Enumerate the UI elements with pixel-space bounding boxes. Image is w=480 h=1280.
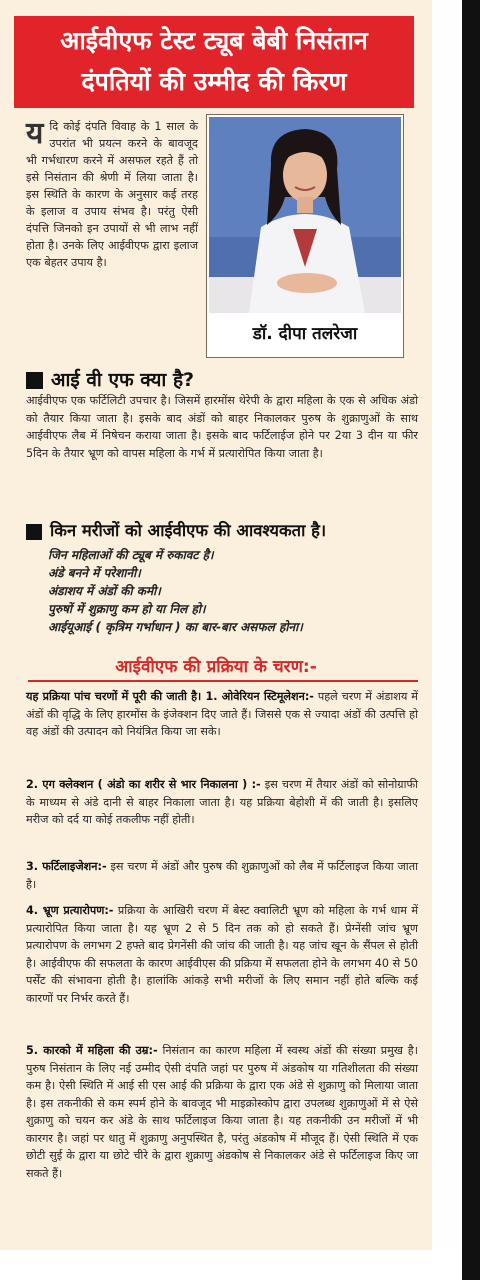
process-step-3 — [26, 858, 418, 893]
step-text: इस चरण में अंडों और पुरुष की शुक्राणुओं को लैब में फर्टिलाइज किया जाता है। — [26, 860, 418, 891]
heading-square-bullet — [26, 524, 42, 540]
doctor-photo — [209, 117, 401, 313]
step-label: 4. भ्रूण प्रत्यारोपण:- — [26, 904, 114, 917]
doctor-photo-frame — [206, 114, 404, 358]
section-heading-who-needs-ivf — [26, 518, 326, 541]
heading-square-bullet — [26, 372, 43, 389]
step-label: 2. एग क्लेक्शन ( अंडो का शरीर से भार निकालना ) :- — [26, 778, 261, 791]
section-heading-text: आई वी एफ क्या है? — [51, 369, 195, 391]
process-title: आईवीएफ की प्रक्रिया के चरण:- — [115, 657, 317, 677]
intro-paragraph — [26, 118, 198, 271]
step-text: निसंतान का कारण महिला में स्वस्थ अंडों की संख्या प्रमुख है। पुरुष निसंतान के लिए नई उम्मीद ऐसी दंपति जहां पर पुरुष में अंडकोष या गतिशीलता की संख्या कम है। ऐसी स्थिति में आई सी एस आई की प्रक्रिया के द्वारा एक अंडे से शुक्राणु को मिलाया जाता है। इस तकनीकी से कम स्पर्म होने के बावजूद भी माइक्रोस्कोप द्वारा उपलब्ध शुक्राणुओं में से ऐसे शुक्राणु को चयन कर अंडे के साथ फर्टिलाइज किया जाता है। यह तकनीकी उन मरीजों में भी कारगर है। जहां पर धातु में शुक्राणु अनुपस्थित है, परंतु अंडकोष में मौजूद हैं। ऐसी स्थिति में एक छोटी सुई के द्वारा या छोटे चीरे के द्वारा शुक्राणु अंडकोष से निकालकर अंडे से फर्टिलाइज किए जा सकते हैं। — [26, 1044, 418, 1180]
next-article-strip — [0, 1250, 462, 1280]
doctor-portrait-illustration — [209, 117, 401, 313]
headline-line-1: आईवीएफ टेस्ट ट्यूब बेबी निसंतान — [60, 26, 368, 55]
process-step-4 — [26, 902, 418, 1007]
section-heading-text: किन मरीजों को आईवीएफ की आवश्यकता है। — [50, 521, 327, 540]
headline-banner — [14, 16, 414, 108]
process-step-2 — [26, 776, 418, 829]
list-item: अंडे बनने में परेशानी। — [48, 566, 141, 580]
process-step-1 — [26, 688, 418, 741]
list-item: आईयूआई ( कृत्रिम गर्भाधान ) का बार-बार असफल होना। — [48, 620, 303, 634]
intro-text: दि कोई दंपति विवाह के 1 साल के उपरांत भी प्रयत्न करने के बावजूद भी गर्भधारण करने में असफल रहते हैं तो इसे निसंतान की श्रेणी में लिया जाता है। इस स्थिति के कारण के अनुसार कई तरह के इलाज व उपाय संभव है। परंतु ऐसी दंपत्ति जिनको इन उपायों से भी लाभ नहीं होता है। उनके लिए आईवीएफ द्वारा इलाज एक बेहतर उपाय है। — [26, 120, 198, 269]
page-edge-shadow — [462, 0, 480, 1280]
list-item: अंडाशय में अंडों की कमी। — [48, 584, 161, 598]
headline-line-2: दंपतियों की उम्मीद की किरण — [81, 67, 347, 96]
who-needs-ivf-list — [48, 546, 420, 636]
photo-caption: डॉ. दीपा तलरेजा — [252, 324, 358, 344]
step-text: इस चरण में तैयार अंडों को सोनोग्राफी के माध्यम से अंडे दानी से बाहर निकाला जाता है। यह प्रक्रिया बेहोशी में की जाती है। इसलिए मरीज को दर्द या कोई तकलीफ नहीं होती। — [26, 778, 419, 826]
process-title-rule — [28, 680, 418, 682]
step-label: यह प्रक्रिया पांच चरणों में पूरी की जाती है। 1. ओवेरियन स्टिमूलेशन:- — [26, 690, 314, 703]
list-item: जिन महिलाओं की ट्यूब में रुकावट है। — [48, 548, 214, 562]
step-label: 3. फर्टिलाइजेशन:- — [26, 860, 107, 873]
step-text: पहले चरण में अंडाशय में अंडों की वृद्धि के लिए हारमोंस के इंजेक्शन दिए जाते हैं। जिससे एक से ज्यादा अंडों की उत्पत्ति हो वह अंडों की उत्पादन को नियंत्रित किया जा सके। — [26, 690, 418, 738]
process-step-5 — [26, 1042, 418, 1182]
step-label: 5. कारको में महिला की उम्र:- — [26, 1044, 158, 1057]
section-heading-what-is-ivf — [26, 366, 194, 392]
list-item: पुरुषों में शुक्राणु कम हो या निल हो। — [48, 602, 206, 616]
section-what-is-ivf-text: आईवीएफ एक फर्टिलिटी उपचार है। जिसमें हारमोंस थेरेपी के द्वारा महिला के एक से अधिक अंडो को तैयार किया जाता है। इसके बाद अंडों को बाहर निकालकर पुरुष के शुक्राणुओं के साथ आईवीएफ लैब में निषेचन कराया जाता है। इसके बाद फर्टिलाईज होने पर 2या 3 दीन या फीर 5दिन के तैयार भ्रूण को वापस महिला के गर्भ में प्रत्यारोपित किया जाता है। — [26, 394, 418, 460]
drop-cap: य — [26, 116, 44, 151]
step-text: प्रक्रिया के आखिरी चरण में बेस्ट क्वालिटी भ्रूण को महिला के गर्भ धाम में प्रत्यारोपित किया जाता है। यह भ्रूण 2 से 5 दिन तक को हो सकते हैं। प्रेग्नेंसी जांच भ्रूण प्रत्यारोपण के लगभग 2 हफ्ते बाद प्रेगनेंसी की जांच की जाती है। यह जांच खून के सैंपल से होती है। आईवीएफ की सफलता के कारण आईवीएस की प्रक्रिया में सफलता होने के लगभग 40 से 50 पर्सेंट की संभावना होती है। हालांकि आंकड़े सभी मरीजों के लिए समान नहीं होते बल्कि कई कारणों पर निर्भर करते हैं। — [26, 904, 419, 1005]
